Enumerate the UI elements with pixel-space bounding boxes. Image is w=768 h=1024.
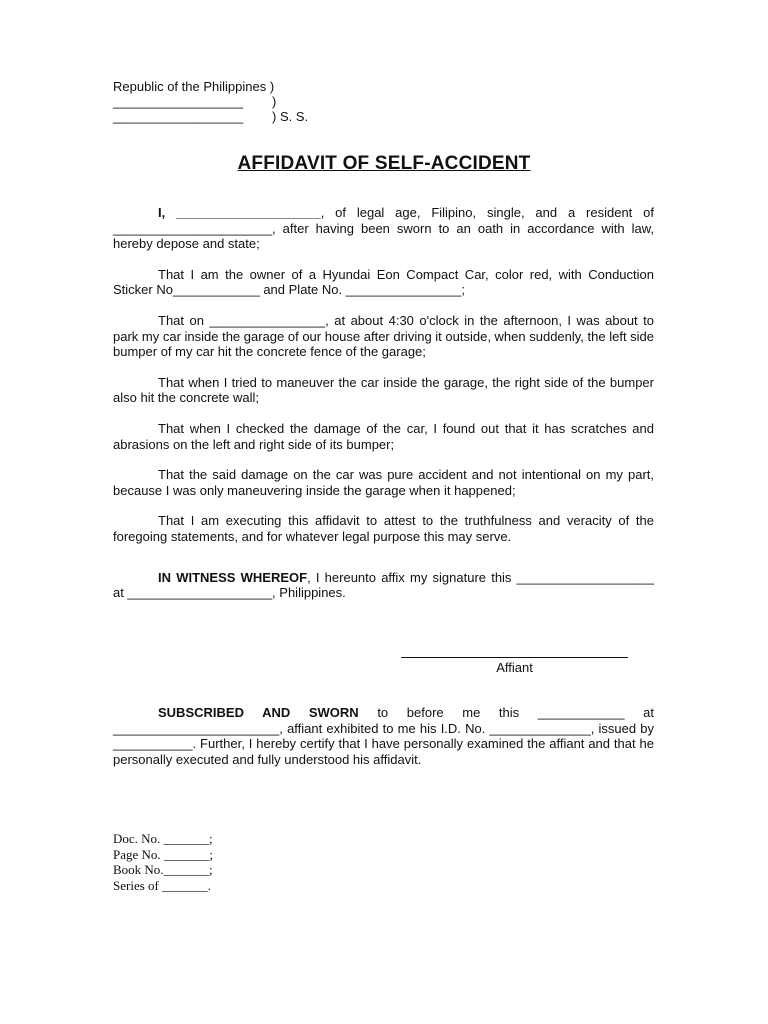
doc-no: Doc. No. _______; (113, 831, 213, 846)
series-of: Series of _______. (113, 877, 211, 893)
witness-text: , I hereunto affix my signature this ___________________ at ____________________, Philippines. (113, 569, 654, 601)
venue-city: __________________ ) S. S. (113, 109, 309, 124)
affidavit-body (113, 205, 654, 616)
venue-country: Republic of the Philippines ) (113, 79, 275, 94)
jurat-heading: SUBSCRIBED AND SWORN (158, 705, 359, 720)
jurat-text: to before me this ____________ at _______________________, affiant exhibited to me his I.D. No. ______________, issued by ___________. Further, I hereby certify that I have personally examined the affiant and that he personally executed and fully understood his affidavit. (113, 705, 654, 767)
intro-paragraph (113, 205, 654, 252)
accident-paragraph: That the said damage on the car was pure accident and not intentional on my part, because I was only maneuvering inside the garage when it happened; (113, 467, 654, 498)
book-no: Book No._______; (113, 862, 213, 877)
jurat-block (113, 705, 654, 782)
witness-heading: IN WITNESS WHEREOF (158, 569, 308, 585)
venue-block (113, 79, 308, 124)
page-no: Page No. _______; (113, 846, 214, 862)
signature-line (401, 649, 628, 658)
witness-paragraph (113, 570, 654, 601)
affiant-name-label: I, ____________________ (158, 205, 321, 220)
venue-province: __________________ ) (113, 94, 277, 109)
incident-paragraph: That on ________________, at about 4:30 o'clock in the afternoon, I was about to park my car inside the garage of our house after driving it outside, when suddenly, the left side bumper of my car hit the concrete fence of the garage; (113, 312, 655, 360)
ownership-paragraph: That I am the owner of a Hyundai Eon Compact Car, color red, with Conduction Sticker No____________ and Plate No. ________________; (113, 266, 654, 298)
affiant-label: Affiant (496, 660, 533, 675)
maneuver-paragraph: That when I tried to maneuver the car inside the garage, the right side of the bumper also hit the concrete wall; (113, 374, 654, 406)
purpose-paragraph: That I am executing this affidavit to attest to the truthfulness and veracity of the foregoing statements, and for whatever legal purpose this may serve. (113, 513, 654, 544)
intro-text: , of legal age, Filipino, single, and a resident of ______________________, after having been sworn to an oath in accordance with law, hereby depose and state; (113, 205, 654, 252)
damage-paragraph: That when I checked the damage of the car, I found out that it has scratches and abrasions on the left and right side of its bumper; (113, 420, 654, 452)
affiant-signature-block (401, 649, 628, 675)
document-title: AFFIDAVIT OF SELF-ACCIDENT (237, 153, 531, 174)
jurat-paragraph (113, 705, 654, 767)
notarial-register-block (113, 831, 213, 893)
